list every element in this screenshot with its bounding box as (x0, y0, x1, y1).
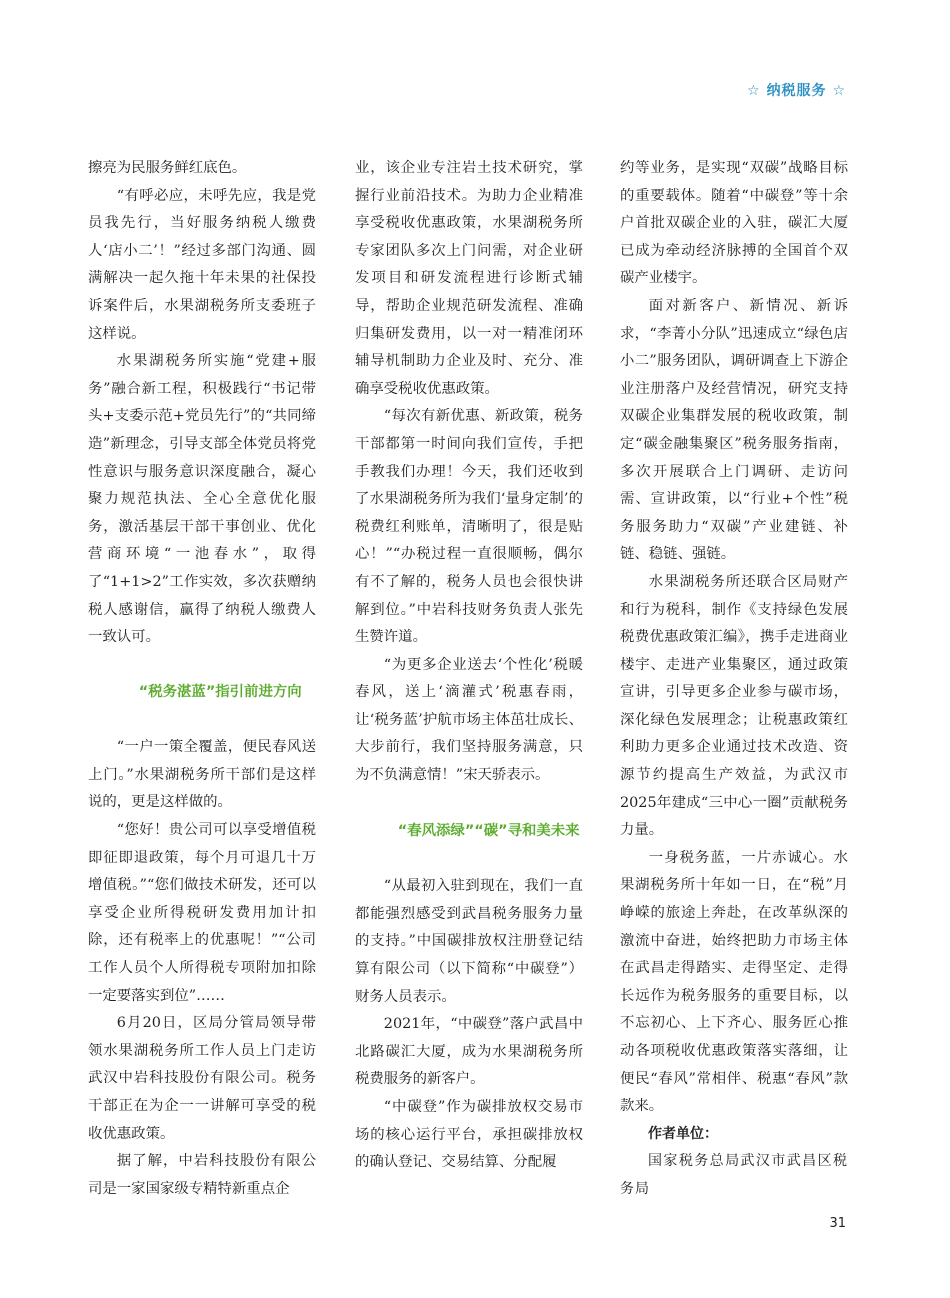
paragraph: “您好！贵公司可以享受增值税即征即退政策，每个月可退几十万增值税。”“您们做技术研发，还可以享受企业所得税研发费用加计扣除，还有税率上的优惠呢！”“公司工作人员个人所得税专项附加扣除一定要落实到位”…… (88, 822, 316, 1004)
author-label: 作者单位： (648, 1125, 718, 1142)
paragraph: 2021年，“中碳登”落户武昌中北路碳汇大厦，成为水果湖税务所税费服务的新客户。 (355, 1016, 583, 1088)
paragraph: 业，该企业专注岩土技术研究，掌握行业前沿技术。为助力企业精准享受税收优惠政策，水果湖税务所专家团队多次上门问需，对企业研发项目和研发流程进行诊断式辅导，帮助企业规范研发流程、准确归集研发费用，以一对一精准闭环辅导机制助力企业及时、充分、准确享受税收优惠政策。 (355, 160, 583, 397)
star-icon: ☆ (747, 83, 761, 99)
paragraph: “从最初入驻到现在，我们一直都能强烈感受到武昌税务服务力量的支持。”中国碳排放权注册登记结算有限公司（以下简称“中碳登”）财务人员表示。 (355, 878, 583, 1005)
article-column-1 (88, 155, 316, 1203)
paragraph: 据了解，中岩科技股份有限公司是一家国家级专精特新重点企 (88, 1153, 316, 1197)
paragraph: 水果湖税务所还联合区局财产和行为税科，制作《支持绿色发展税费优惠政策汇编》，携手走进商业楼宇、走进产业集聚区，通过政策宣讲，引导更多企业参与碳市场，深化绿色发展理念；让税惠政策红利助力更多企业通过技术改造、资源节约提高生产效益，为武汉市2025年建成“三中心一圈”贡献税务力量。 (620, 573, 848, 839)
paragraph: 6月20日，区局分管局领导带领水果湖税务所工作人员上门走访武汉中岩科技股份有限公司。税务干部正在为企一一讲解可享受的税收优惠政策。 (88, 1015, 316, 1142)
paragraph: “为更多企业送去‘个性化’税暖春风，送上‘滴灌式’税惠春雨，让‘税务蓝’护航市场主体茁壮成长、大步前行，我们坚持服务满意，只为不负满意情！”宋天骄表示。 (355, 656, 583, 784)
paragraph: “中碳登”作为碳排放权交易市场的核心运行平台，承担碳排放权的确认登记、交易结算、分配履 (355, 1099, 583, 1171)
section-heading: “春风添绿”“碳”寻和美未来 (397, 822, 580, 839)
page-number: 31 (829, 1216, 846, 1231)
paragraph: 面对新客户、新情况、新诉求，“李菁小分队”迅速成立“绿色店小二”服务团队，调研调查上下游企业注册落户及经营情况，研究支持双碳企业集群发展的税收政策，制定“碳金融集聚区”税务服务指南，多次开展联合上门调研、走访问需、宣讲政策，以“行业+个性”税务服务助力“双碳”产业建链、补链、稳链、强链。 (620, 297, 848, 563)
paragraph: 水果湖税务所实施“党建+服务”融合新工程，积极践行“书记带头+支委示范+党员先行”的“共同缔造”新理念，引导支部全体党员将党性意识与服务意识深度融合，凝心聚力规范执法、全心全意优化服务，激活基层干部干事创业、优化营商环境“一池春水”，取得了“1+1>2”工作实效，多次获赠纳税人感谢信，赢得了纳税人缴费人一致认可。 (88, 353, 316, 646)
paragraph: 擦亮为民服务鲜红底色。 (88, 160, 247, 176)
section-heading: “税务湛蓝”指引前进方向 (138, 683, 302, 700)
paragraph: “每次有新优惠、新政策，税务干部都第一时间向我们宣传，手把手教我们办理！今天，我们还收到了水果湖税务所为我们‘量身定制’的税费红利账单，清晰明了，很是贴心！”“办税过程一直很顺畅，偶尔有不了解的，税务人员也会很快讲解到位。”中岩科技财务负责人张先生赞许道。 (355, 408, 583, 646)
star-icon: ☆ (832, 83, 846, 99)
paragraph: “一户一策全覆盖，便民春风送上门。”水果湖税务所干部们是这样说的，更是这样做的。 (88, 739, 316, 811)
article-column-2 (355, 155, 583, 1177)
author-unit: 国家税务总局武汉市武昌区税务局 (620, 1153, 848, 1197)
paragraph: 约等业务，是实现“双碳”战略目标的重要载体。随着“中碳登”等十余户首批双碳企业的入驻，碳汇大厦已成为牵动经济脉搏的全国首个双碳产业楼宇。 (620, 160, 848, 287)
paragraph: 一身税务蓝，一片赤诚心。水果湖税务所十年如一日，在“税”月峥嵘的旅途上奔赴，在改革纵深的激流中奋进，始终把助力市场主体在武昌走得踏实、走得坚定、走得长远作为税务服务的重要目标，以不忘初心、上下齐心、服务匠心推动各项税收优惠政策落实落细，让便民“春风”常相伴、税惠“春风”款款来。 (620, 849, 848, 1115)
section-header (747, 80, 846, 100)
section-title: 纳税服务 (766, 83, 827, 99)
article-column-3 (620, 155, 848, 1204)
paragraph: “有呼必应，未呼先应，我是党员我先行，当好服务纳税人缴费人‘店小二’！”经过多部门沟通、圆满解决一起久拖十年未果的社保投诉案件后，水果湖税务所支委班子这样说。 (88, 187, 316, 342)
